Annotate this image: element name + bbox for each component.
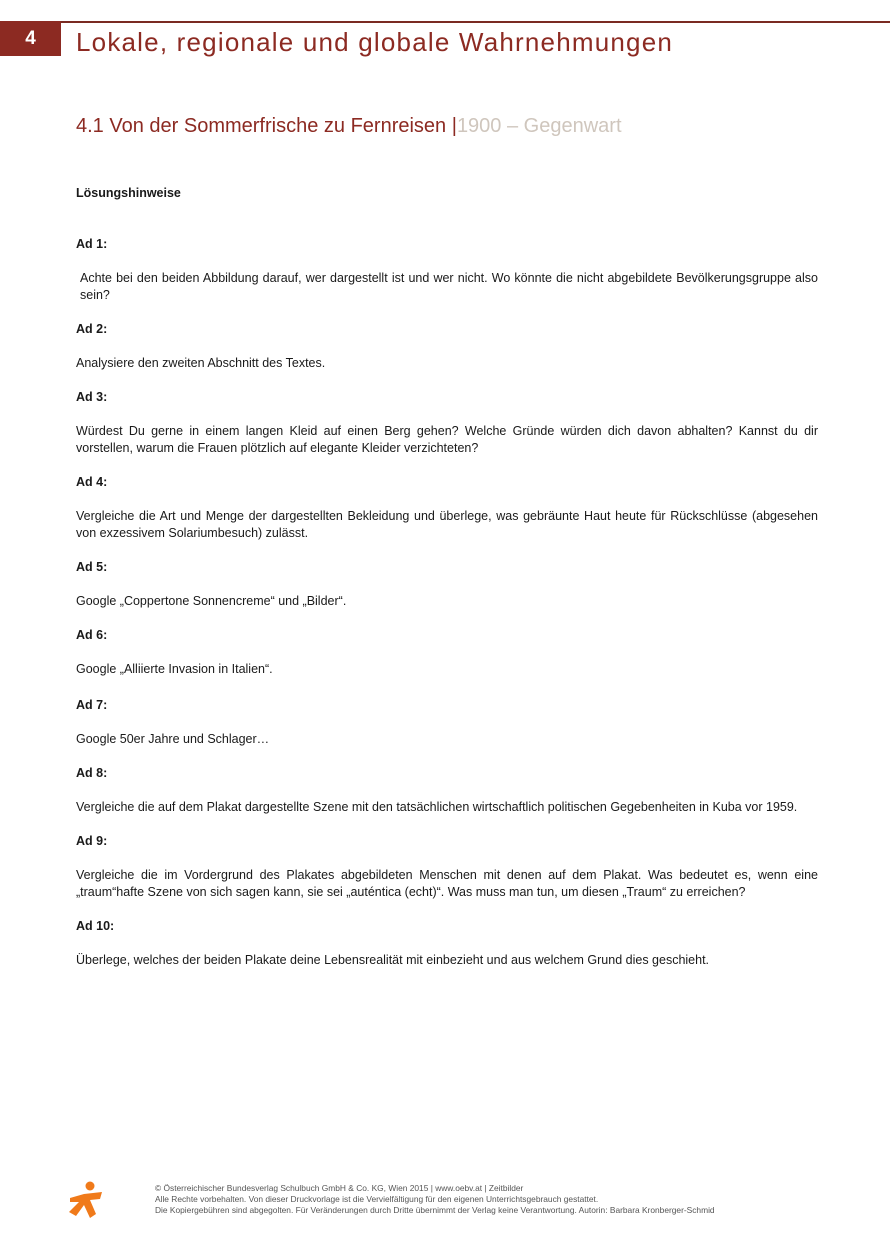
hint-item [76,765,818,816]
hint-item [76,559,818,610]
section-period: 1900 – Gegenwart [456,115,622,137]
hint-item [76,321,818,372]
hint-item [76,627,818,678]
footer-line: © Österreichischer Bundesverlag Schulbuch GmbH & Co. KG, Wien 2015 | www.oebv.at | Zeitbilder [155,1183,524,1193]
section-title: 4.1 Von der Sommerfrische zu Fernreisen [76,115,447,137]
hint-label: Ad 6: [76,628,108,642]
hint-label: Ad 5: [76,560,108,574]
hint-text: Google „Alliierte Invasion in Italien“. [76,662,273,676]
hint-item [76,833,818,901]
hint-label: Ad 7: [76,698,108,712]
footer-line: Alle Rechte vorbehalten. Von dieser Druckvorlage ist die Vervielfältigung für den eigenen Unterrichtsgebrauch gestattet. [155,1194,599,1204]
hint-label: Ad 2: [76,322,108,336]
hint-text: Achte bei den beiden Abbildung darauf, wer dargestellt ist und wer nicht. Wo könnte die nicht abgebildete Bevölkerungsgruppe also sein? [80,271,818,302]
header-rule [0,21,890,23]
hint-text: Vergleiche die im Vordergrund des Plakates abgebildeten Menschen mit denen auf dem Plakat. Was bedeutet es, wenn eine „traum“hafte Szene von sich sagen kann, sie sei „auténtica (echt)“. Was muss man tun, um diesen „Traum“ zu erreichen? [76,868,818,899]
chapter-title: Lokale, regionale und globale Wahrnehmungen [76,27,674,57]
chapter-number-badge [0,21,61,56]
footer-copyright [155,1183,715,1216]
hint-text: Würdest Du gerne in einem langen Kleid auf einen Berg gehen? Welche Gründe würden dich davon abhalten? Kannst du dir vorstellen, warum die Frauen plötzlich auf elegante Kleider verzichteten? [76,424,818,455]
hint-text: Google „Coppertone Sonnencreme“ und „Bilder“. [76,594,347,608]
hint-label: Ad 9: [76,834,108,848]
hint-item [76,918,818,969]
solution-hints [76,185,818,986]
hint-label: Ad 4: [76,475,108,489]
chapter-number: 4 [25,27,36,49]
hint-text: Überlege, welches der beiden Plakate deine Lebensrealität mit einbezieht und aus welchem Grund dies geschieht. [76,953,710,967]
footer-line: Die Kopiergebühren sind abgegolten. Für Veränderungen durch Dritte übernimmt der Verlag keine Verantwortung. Autorin: Barbara Kronberger-Schmid [155,1205,715,1215]
hint-item [76,389,818,457]
hint-item [76,236,818,304]
hint-label: Ad 3: [76,390,108,404]
hint-text: Analysiere den zweiten Abschnitt des Textes. [76,356,326,370]
hint-text: Vergleiche die Art und Menge der dargestellten Bekleidung und überlege, was gebräunte Haut heute für Rückschlüsse (abgesehen von exzessivem Solariumbesuch) zulässt. [76,509,818,540]
hint-text: Google 50er Jahre und Schlager… [76,732,270,746]
hint-label: Ad 8: [76,766,108,780]
hint-item [76,474,818,542]
section-separator: | [451,115,457,137]
oebv-figure-icon [66,1180,106,1220]
hint-label: Ad 10: [76,919,115,933]
hint-label: Ad 1: [76,237,108,251]
hint-item [76,697,818,748]
hint-text: Vergleiche die auf dem Plakat dargestellte Szene mit den tatsächlichen wirtschaftlich politischen Gegebenheiten in Kuba vor 1959. [76,800,798,814]
section-heading [76,115,622,138]
subheading: Lösungshinweise [76,186,181,200]
